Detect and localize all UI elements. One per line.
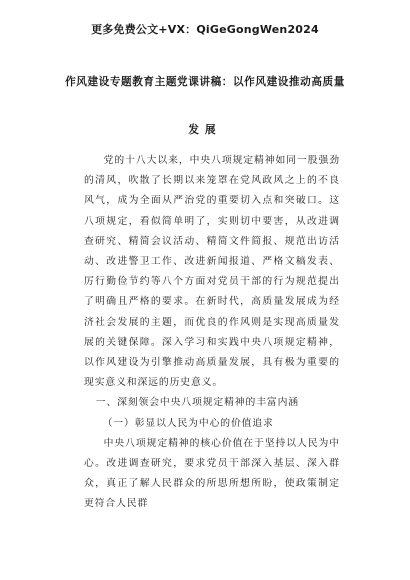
body-paragraph: 中央八项规定精神的核心价值在于坚持以人民为中心。改进调查研究，要求党员干部深入基层、深入群众，真正了解人民群众的所思所想所盼，使政策制定更符合人民群 [84, 437, 340, 510]
watermark-header: 更多免费公文+VX：QiGeGongWen2024 [91, 23, 319, 36]
document-body [84, 151, 340, 515]
document-title: 作风建设专题教育主题党课讲稿：以作风建设推动高质量 [65, 76, 345, 88]
subsection-heading: （一）彰显以人民为中心的价值追求 [102, 417, 274, 429]
body-paragraph: 党的十八大以来，中央八项规定精神如同一股强劲的清风，吹散了长期以来笼罩在党风政风之上的不良风气，成为全面从严治党的重要切入点和突破口。这八项规定，看似简单明了，实则切中要害，从改进调查研究、精简会议活动、精简文件简报、规范出访活动、改进警卫工作、改进新闻报道、严格文稿发表、厉行勤俭节约等八个方面对党员干部的行为规范提出了明确且严格的要求。在新时代，高质量发展成为经济社会发展的主题，而优良的作风则是实现高质量发展的关键保障。深入学习和实践中央八项规定精神，以作风建设为引擎推动高质量发展，具有极为重要的现实意义和深远的历史意义。 [84, 155, 340, 389]
section-heading: 一、深刻领会中央八项规定精神的丰富内涵 [95, 397, 299, 409]
document-title-continued: 发展 [188, 124, 222, 136]
